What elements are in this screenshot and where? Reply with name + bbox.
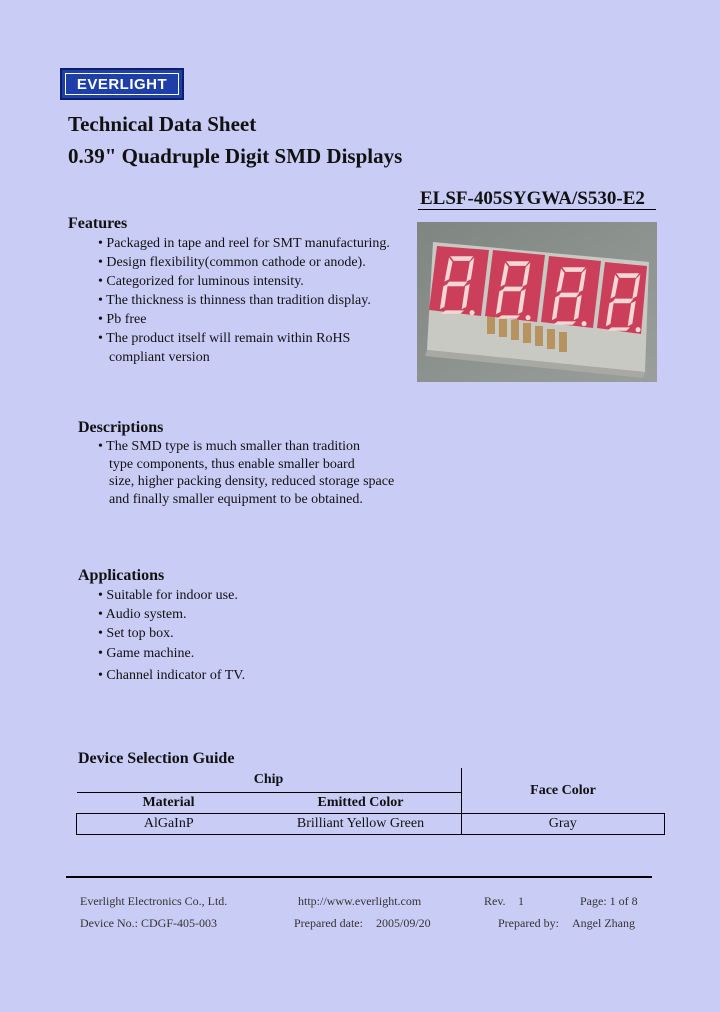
footer-prepared-date-value: 2005/09/20 [376,916,431,930]
footer-prepared-date-label: Prepared date: [294,916,363,930]
features-item: • Design flexibility(common cathode or anode). [98,255,366,270]
features-item: • The thickness is thinness than tradition display. [98,293,371,308]
applications-item: • Suitable for indoor use. [98,588,238,603]
part-number: ELSF-405SYGWA/S530-E2 [420,188,645,209]
features-list [98,234,390,367]
footer-page: Page: 1 of 8 [580,894,638,908]
descriptions-line: • The SMD type is much smaller than tradition [98,439,361,454]
descriptions-line: size, higher packing density, reduced storage space [109,474,395,489]
logo-text: EVERLIGHT [76,75,168,93]
applications-item: • Set top box. [98,626,174,641]
footer-rev-label: Rev. [484,894,506,908]
features-item: • The product itself will remain within RoHS [98,331,351,346]
part-number-underline [418,209,656,210]
table-row [77,814,665,835]
material-header: Material [77,793,261,814]
face-color-cell: Gray [461,814,665,835]
document-title: Technical Data Sheet [68,112,257,136]
features-heading: Features [68,215,128,232]
applications-item: • Game machine. [98,646,195,661]
features-item: • Pb free [98,312,147,327]
footer-url[interactable]: http://www.everlight.com [298,894,422,908]
footer-prepared-by-value: Angel Zhang [572,916,635,930]
descriptions-text [98,438,394,508]
product-photo [417,222,657,382]
everlight-logo [60,68,184,100]
applications-heading: Applications [78,567,165,584]
footer-company: Everlight Electronics Co., Ltd. [80,894,228,908]
descriptions-line: type components, thus enable smaller board [109,456,355,472]
emitted-color-header: Emitted Color [261,793,462,814]
applications-item: • Audio system. [98,607,187,622]
descriptions-heading: Descriptions [78,419,164,436]
logo-frame [65,73,179,95]
footer-prepared-by-label: Prepared by: [498,916,559,930]
features-item: • Packaged in tape and reel for SMT manufacturing. [98,236,390,251]
face-color-header: Face Color [461,768,665,814]
product-title: 0.39" Quadruple Digit SMD Displays [68,144,403,168]
footer-device-no: Device No.: CDGF-405-003 [80,916,217,930]
features-item-continuation: compliant version [109,350,210,365]
features-item: • Categorized for luminous intensity. [98,274,304,289]
material-cell: AlGaInP [77,814,261,835]
applications-list [98,586,245,685]
device-selection-table [76,768,665,835]
table-header-row [77,768,665,793]
applications-item: • Channel indicator of TV. [98,668,246,683]
footer-divider [66,876,652,878]
chip-header: Chip [77,768,462,793]
footer-rev-value: 1 [518,894,524,908]
emitted-color-cell: Brilliant Yellow Green [261,814,462,835]
guide-heading: Device Selection Guide [78,750,235,767]
descriptions-line: and finally smaller equipment to be obtained. [109,491,363,507]
